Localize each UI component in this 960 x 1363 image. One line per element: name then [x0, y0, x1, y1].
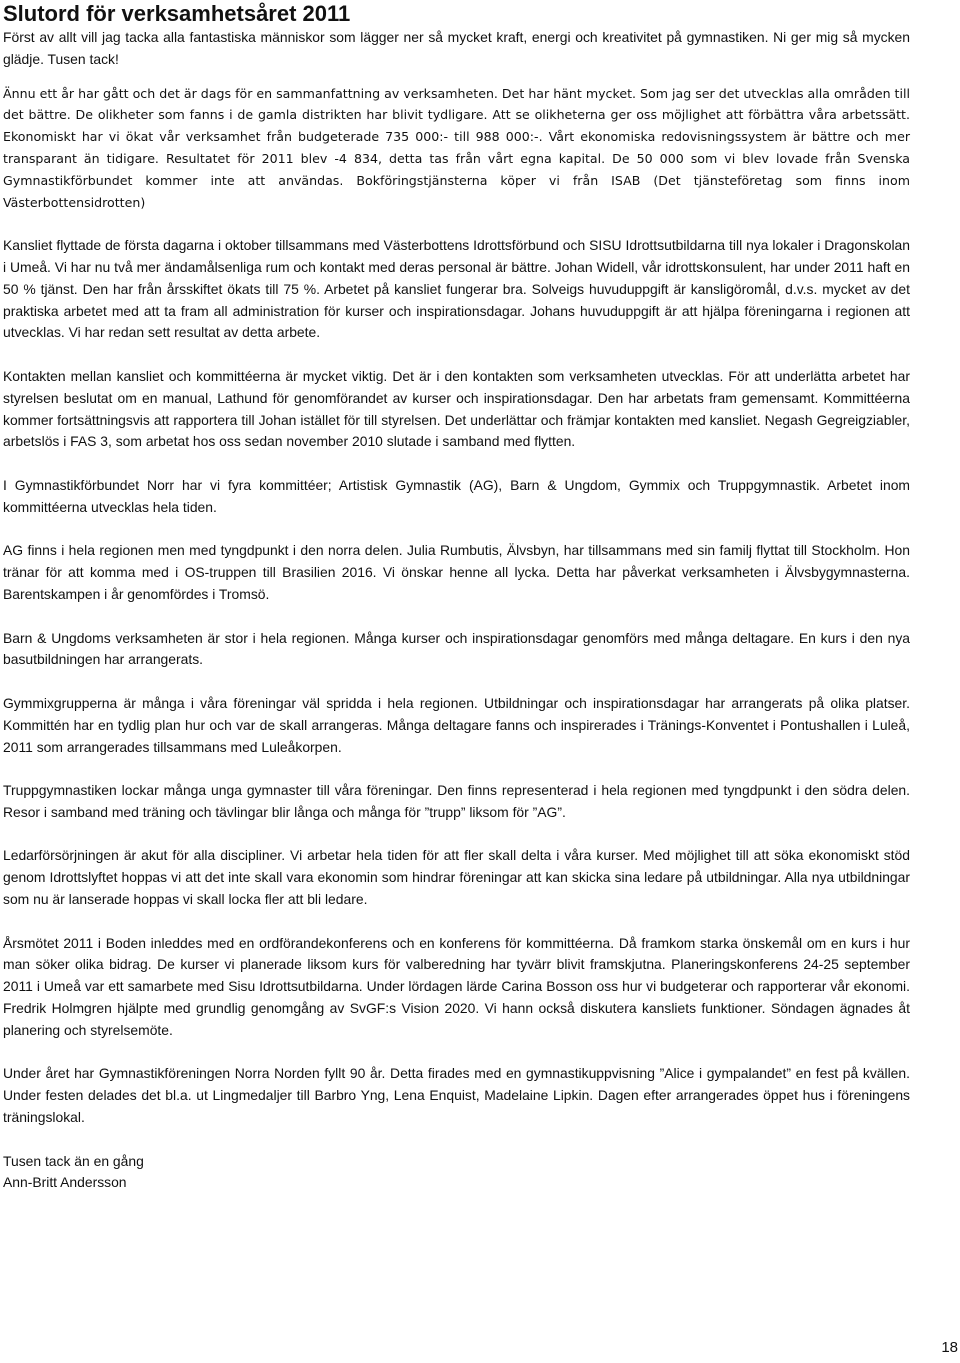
- spacer: [3, 1042, 910, 1064]
- paragraph-barn-ungdom: Barn & Ungdoms verksamheten är stor i hela regionen. Många kurser och inspirationsdagar genomförs med många deltagare. En kurs i den nya basutbildningen har arrangerats.: [3, 629, 910, 668]
- paragraph-leaders: Ledarförsörjningen är akut för alla discipliner. Vi arbetar hela tiden för att fler skall delta i våra kurser. Med möjlighet till att söka ekonomiskt stöd genom Idrottslyftet hoppas vi att det inte skall vara ekonomin som hindrar föreningar att kan skicka sina ledare på utbildningar. Alla nya utbildningar som nu är lanserade hoppas vi skall locka fler att bli ledare.: [3, 847, 910, 908]
- page-title: Slutord för verksamhetsåret 2011: [3, 1, 351, 26]
- paragraph-annual-meeting: Årsmötet 2011 i Boden inleddes med en ordförandekonferens och en konferens för kommittéerna. Då framkom starka önskemål om en kurs i hur man söker olika bidrag. De kurser vi planerade liksom kurs för valberedning har tyvärr blivit framskjutna. Planeringskonferens 24-25 september 2011 i Umeå var ett samarbete med Sisu Idrottsutbildarna. Under lördagen lärde Carina Bosson oss hur vi budgeterar och rapporterar vår ekonomi. Fredrik Holmgren hjälpte med grundlig genomgång av SvGF:s Vision 2020. Vi hann också diskutera kansliets funktioner. Söndagen ägnades åt planering och styrelsemöte.: [3, 934, 910, 1038]
- page-number: 18: [941, 1339, 958, 1356]
- paragraph-intro: Först av allt vill jag tacka alla fantastiska människor som lägger ner så mycket kraft, energi och kreativitet på gymnastiken. Ni ger mig så mycken glädje. Tusen tack!: [3, 29, 910, 67]
- spacer: [3, 606, 910, 628]
- signature-block: [3, 1151, 910, 1195]
- spacer: [3, 758, 910, 780]
- document-page: [3, 0, 910, 1194]
- paragraph-ag: AG finns i hela regionen men med tyngdpunkt i den norra delen. Julia Rumbutis, Älvsbyn, har tillsammans med sin familj flyttat till Stockholm. Hon tränar för att komma med i OS-truppen till Brasilien 2016. Vi önskar henne all lycka. Detta har påverkat verksamheten i Älvsbygymnasterna. Barentskampen i år genomfördes i Tromsö.: [3, 542, 910, 602]
- paragraph-office: Kansliet flyttade de första dagarna i oktober tillsammans med Västerbottens Idrottsförbund och SISU Idrottsutbildarna till nya lokaler i Dragonskolan i Umeå. Vi har nu två mer ändamålsenliga rum och kontakt med deras personal är bättre. Johan Widell, vår idrottskonsulent, har under 2011 haft en 50 % tjänst. Den har från årsskiftet ökats till 75 %. Arbetet på kansliet fungerar bra. Solveigs huvuduppgift är kansligöromål, d.v.s. mycket av det praktiska arbetet med att ta fram all administration för kurser och inspirationsdagar. Johans huvuduppgift är att hjälpa föreningarna i regionen att utvecklas. Vi har redan sett resultat av detta arbete.: [3, 237, 910, 341]
- paragraph-trupp: Truppgymnastiken lockar många unga gymnaster till våra föreningar. Den finns representerad i hela regionen med tyngdpunkt i den södra delen. Resor i samband med träning och tävlingar blir långa och många för ”trupp” liksom för ”AG”.: [3, 782, 910, 820]
- paragraph-summary: Ännu ett år har gått och det är dags för en sammanfattning av verksamheten. Det har hänt mycket. Som jag ser det utvecklas alla områden till det bättre. De olikheter som fanns i de gamla distrikten har blivit tydligare. Att se olikheterna ger oss möjlighet att förbättra våra arbetssätt. Ekonomiskt har vi ökat vår verksamhet från budgeterade 735 000:- till 988 000:-. Vårt ekonomiska redovisningssystem är bättre och mer transparant än tidigare. Resultatet för 2011 blev -4 834, detta tas från vårt egna kapital. De 50 000 som vi blev lovade från Svenska Gymnastikförbundet kommer inte att användas. Bokföringstjänsterna köper vi från ISAB (Det tjänsteföretag som finns inom Västerbottensidrotten): [3, 85, 910, 210]
- spacer: [3, 519, 910, 541]
- spacer: [3, 453, 910, 475]
- signature-greeting: Tusen tack än en gång: [3, 1152, 144, 1169]
- paragraph-committees: I Gymnastikförbundet Norr har vi fyra kommittéer; Artistisk Gymnastik (AG), Barn & Ungdom, Gymmix och Truppgymnastik. Arbetet inom kommittéerna utvecklas hela tiden.: [3, 476, 910, 515]
- spacer: [3, 71, 910, 83]
- spacer: [3, 911, 910, 933]
- paragraph-gymmix: Gymmixgrupperna är många i våra föreningar väl spridda i hela regionen. Utbildningar och inspirationsdagar har arrangerats på olika platser. Kommittén har en tydlig plan hur och var de skall arrangeras. Många deltagare fanns och inspirerades i Tränings-Konventet i Pontushallen i Luleå, 2011 som arrangerades tillsammans med Luleåkorpen.: [3, 694, 910, 755]
- signature-name: Ann-Britt Andersson: [3, 1174, 127, 1191]
- spacer: [3, 1129, 910, 1151]
- paragraph-committees-contact: Kontakten mellan kansliet och kommittéerna är mycket viktig. Det är i den kontakten som verksamheten utvecklas. För att underlätta arbetet har styrelsen beslutat om en manual, Lathund för genomförandet av kurser och inspirationsdagar. Den har arbetats fram gemensamt. Kommittéerna kommer fortsättningsvis att rapportera till Johan istället för till styrelsen. Det underlättar och främjar kontakten med kansliet. Negash Gegreigziabler, arbetslös i FAS 3, som arbetat hos oss sedan november 2010 slutade i samband med flytten.: [3, 367, 910, 450]
- spacer: [3, 824, 910, 846]
- spacer: [3, 344, 910, 366]
- spacer: [3, 213, 910, 235]
- paragraph-norra-norden: Under året har Gymnastikföreningen Norra Norden fyllt 90 år. Detta firades med en gymnastikuppvisning ”Alice i gympalandet” en fest på kvällen. Under festen delades det bl.a. ut Lingmedaljer till Barbro Yng, Lena Enquist, Madelaine Lipkin. Dagen efter arrangerades öppet hus i föreningens träningslokal.: [3, 1065, 910, 1126]
- spacer: [3, 671, 910, 693]
